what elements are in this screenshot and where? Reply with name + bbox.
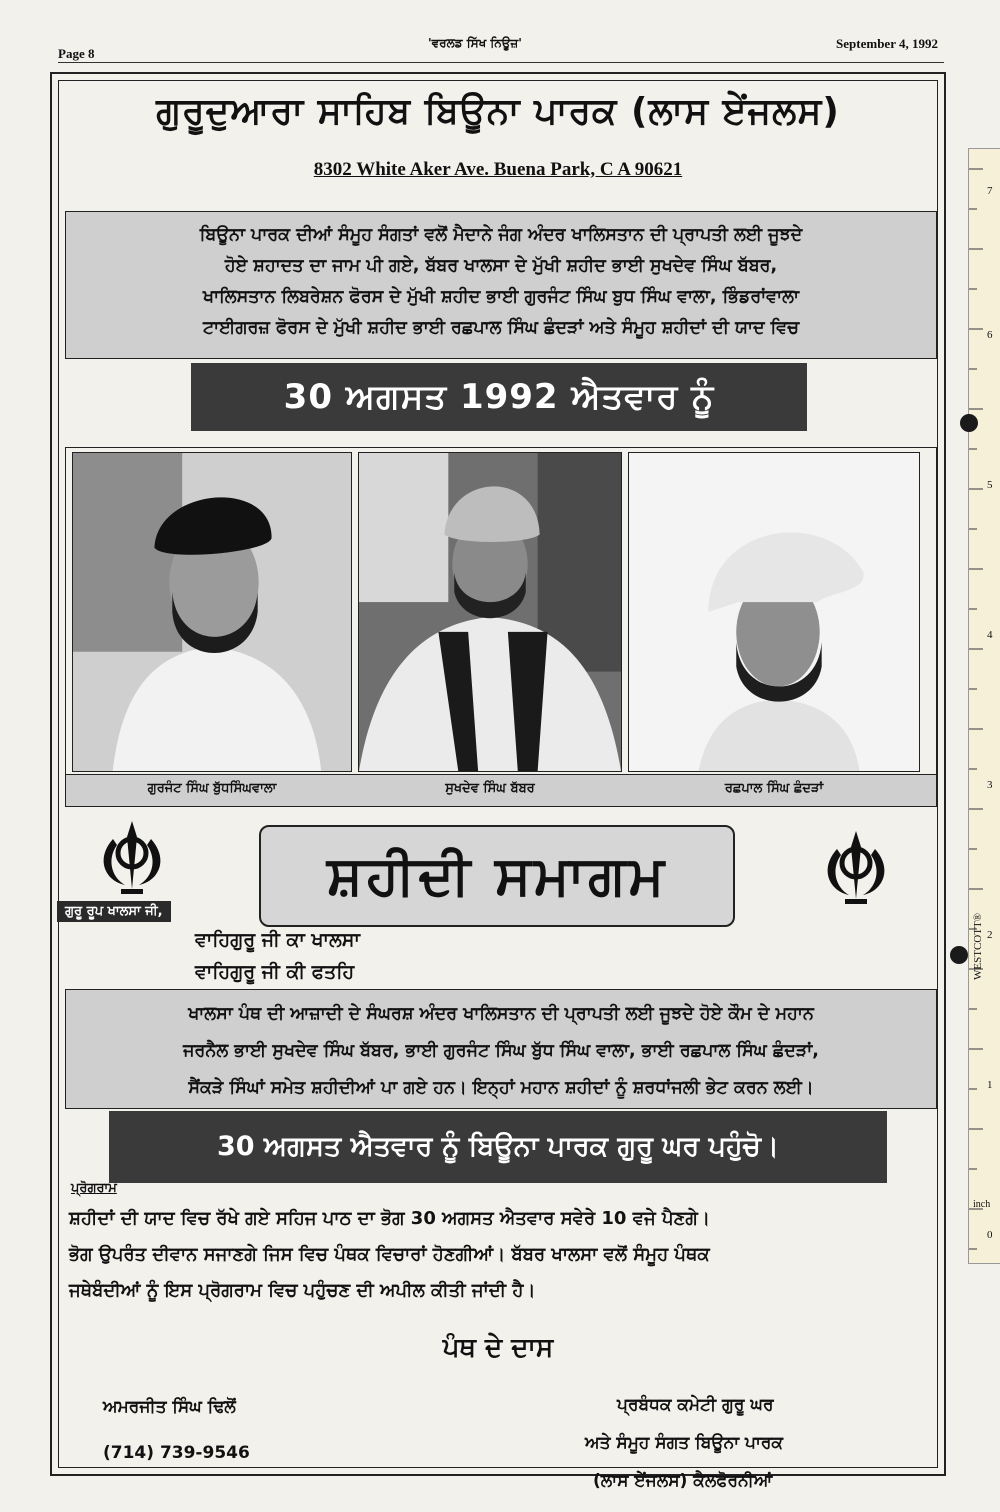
intro-line: ਟਾਈਗਰਜ਼ ਫੋਰਸ ਦੇ ਮੁੱਖੀ ਸ਼ਹੀਦ ਭਾਈ ਰਛਪਾਲ ਸਿੰਘ ਛੰਦੜਾਂ ਅਤੇ ਸੰਮੂਹ ਸ਼ਹੀਦਾਂ ਦੀ ਯਾਦ ਵਿਚ: [202, 318, 800, 338]
waheguru-fateh: ਵਾਹਿਗੁਰੂ ਜੀ ਕੀ ਫਤਹਿ: [195, 961, 355, 983]
khanda-icon: [99, 819, 165, 899]
issue-date: September 4, 1992: [836, 36, 938, 51]
ruler-number: 2: [987, 929, 993, 941]
committee-line: ਅਤੇ ਸੰਮੂਹ ਸੰਗਤ ਬਿਊਨਾ ਪਾਰਕ: [585, 1433, 783, 1453]
ruler-number: 5: [987, 479, 993, 491]
ruler-number: 3: [987, 779, 993, 791]
intro-line: ਹੋਏ ਸ਼ਹਾਦਤ ਦਾ ਜਾਮ ਪੀ ਗਏ, ਬੱਬਰ ਖਾਲਸਾ ਦੇ ਮੁੱਖੀ ਸ਼ਹੀਦ ਭਾਈ ਸੁਖਦੇਵ ਸਿੰਘ ਬੱਬਰ,: [224, 256, 778, 276]
committee-line: ਪ੍ਰਬੰਧਕ ਕਮੇਟੀ ਗੁਰੂ ਘਰ: [617, 1395, 774, 1415]
signatory-phone: (714) 739-9546: [103, 1443, 250, 1463]
appeal-line: ਖਾਲਸਾ ਪੰਥ ਦੀ ਆਜ਼ਾਦੀ ਦੇ ਸੰਘਰਸ਼ ਅੰਦਰ ਖਾਲਿਸਤਾਨ ਦੀ ਪ੍ਰਾਪਤੀ ਲਈ ਜੂਝਦੇ ਹੋਏ ਕੌਮ ਦੇ ਮਹਾਨ: [188, 1004, 814, 1024]
ruler-ticks: [969, 149, 1000, 1265]
ruler-number: 7: [987, 185, 993, 197]
intro-line: ਖਾਲਿਸਤਾਨ ਲਿਬਰੇਸ਼ਨ ਫੋਰਸ ਦੇ ਮੁੱਖੀ ਸ਼ਹੀਦ ਭਾਈ ਗੁਰਜੰਟ ਸਿੰਘ ਬੁਧ ਸਿੰਘ ਵਾਲਾ, ਭਿੰਡਰਾਂਵਾਲਾ: [203, 287, 799, 307]
photo-sukhdev-singh: [358, 452, 622, 772]
advertisement-inner-border: [58, 80, 938, 1491]
ruler-unit: inch: [973, 1199, 991, 1210]
page-number: Page 8: [58, 46, 95, 61]
program-line: ਸ਼ਹੀਦਾਂ ਦੀ ਯਾਦ ਵਿਚ ਰੱਖੇ ਗਏ ਸਹਿਜ ਪਾਠ ਦਾ ਭੋਗ 30 ਅਗਸਤ ਐਤਵਾਰ ਸਵੇਰੇ 10 ਵਜੇ ਪੈਣਗੇ।: [69, 1208, 710, 1229]
intro-line: ਬਿਊਨਾ ਪਾਰਕ ਦੀਆਂ ਸੰਮੂਹ ਸੰਗਤਾਂ ਵਲੋਂ ਮੈਦਾਨੇ ਜੰਗ ਅੰਦਰ ਖਾਲਿਸਤਾਨ ਦੀ ਪ੍ਰਾਪਤੀ ਲਈ ਜੂਝਦੇ: [199, 225, 803, 245]
program-label: ਪ੍ਰੋਗਰਾਮ: [71, 1181, 117, 1196]
committee-line: (ਲਾਸ ਏਂਜਲਸ) ਕੈਲਫੋਰਨੀਆਂ: [593, 1471, 773, 1491]
appeal-line: ਸੈਂਕੜੇ ਸਿੰਘਾਂ ਸਮੇਤ ਸ਼ਹੀਦੀਆਂ ਪਾ ਗਏ ਹਨ। ਇਨ੍ਹਾਂ ਮਹਾਨ ਸ਼ਹੀਦਾਂ ਨੂੰ ਸ਼ਰਧਾਂਜਲੀ ਭੇਟ ਕਰਨ ਲਈ।: [188, 1078, 814, 1098]
caption-sukhdev-singh: ਸੁਖਦੇਵ ਸਿੰਘ ਬੱਬਰ: [445, 781, 535, 796]
newspaper-name: 'ਵਰਲਡ ਸਿੱਖ ਨਿਊਜ਼': [428, 36, 522, 50]
portrait-image: [629, 453, 919, 771]
appeal-box: [65, 989, 937, 1109]
date-banner: 30 ਅਗਸਤ 1992 ਐਤਵਾਰ ਨੂੰ: [191, 363, 807, 431]
shaheedi-samagam-heading: ਸ਼ਹੀਦੀ ਸਮਾਗਮ: [259, 825, 735, 927]
program-text: [69, 1201, 929, 1309]
gurdwara-address: 8302 White Aker Ave. Buena Park, C A 90621: [313, 159, 683, 180]
binder-hole: [950, 946, 968, 964]
signatory-name: ਅਮਰਜੀਤ ਸਿੰਘ ਢਿਲੋਂ: [103, 1397, 236, 1417]
khanda-icon: [823, 829, 889, 909]
gurdwara-title: ਗੁਰੂਦੁਆਰਾ ਸਾਹਿਬ ਬਿਊਨਾ ਪਾਰਕ (ਲਾਸ ਏਂਜਲਸ): [156, 91, 840, 132]
appeal-line: ਜਰਨੈਲ ਭਾਈ ਸੁਖਦੇਵ ਸਿੰਘ ਬੱਬਰ, ਭਾਈ ਗੁਰਜੰਟ ਸਿੰਘ ਬੁੱਧ ਸਿੰਘ ਵਾਲਾ, ਭਾਈ ਰਛਪਾਲ ਸਿੰਘ ਛੰਦੜਾਂ,: [183, 1041, 819, 1061]
ruler-number: 4: [987, 629, 993, 641]
binder-hole: [960, 414, 978, 432]
photo-rachhpal-singh: [628, 452, 920, 772]
program-line: ਜਥੇਬੰਦੀਆਂ ਨੂੰ ਇਸ ਪ੍ਰੋਗਰਾਮ ਵਿਚ ਪਹੁੰਚਣ ਦੀ ਅਪੀਲ ਕੀਤੀ ਜਾਂਦੀ ਹੈ।: [69, 1280, 536, 1301]
portrait-image: [73, 453, 351, 771]
waheguru-khalsa: ਵਾਹਿਗੁਰੂ ਜੀ ਕਾ ਖਾਲਸਾ: [195, 929, 360, 951]
newspaper-header: [58, 34, 938, 61]
ruler: [968, 148, 1000, 1264]
header-rule: [58, 62, 944, 63]
photo-captions: [66, 774, 936, 806]
photos-section: [65, 447, 937, 807]
salutation-label: ਗੁਰੂ ਰੂਪ ਖਾਲਸਾ ਜੀ,: [57, 901, 171, 922]
ruler-number: 6: [987, 329, 993, 341]
program-line: ਭੋਗ ਉਪਰੰਤ ਦੀਵਾਨ ਸਜਾਣਗੇ ਜਿਸ ਵਿਚ ਪੰਥਕ ਵਿਚਾਰਾਂ ਹੋਣਗੀਆਂ। ਬੱਬਰ ਖਾਲਸਾ ਵਲੋਂ ਸੰਮੂਹ ਪੰਥਕ: [69, 1244, 710, 1265]
reach-gurdwara-banner: 30 ਅਗਸਤ ਐਤਵਾਰ ਨੂੰ ਬਿਊਨਾ ਪਾਰਕ ਗੁਰੂ ਘਰ ਪਹੁੰਚੋ।: [109, 1111, 887, 1183]
ruler-number: 1: [987, 1079, 993, 1091]
panth-de-daas: ਪੰਥ ਦੇ ਦਾਸ: [442, 1333, 554, 1363]
ruler-number: 0: [987, 1229, 993, 1241]
advertisement-frame: [50, 72, 946, 1491]
caption-rachhpal-singh: ਰਛਪਾਲ ਸਿੰਘ ਛੰਦੜਾਂ: [724, 781, 824, 796]
caption-gurjant-singh: ਗੁਰਜੰਟ ਸਿੰਘ ਬੁੱਧਸਿੰਘਵਾਲਾ: [147, 781, 277, 796]
ruler-brand: WESTCOTT®: [972, 912, 984, 980]
photo-gurjant-singh: [72, 452, 352, 772]
intro-box: [65, 211, 937, 359]
portrait-image: [359, 453, 621, 771]
